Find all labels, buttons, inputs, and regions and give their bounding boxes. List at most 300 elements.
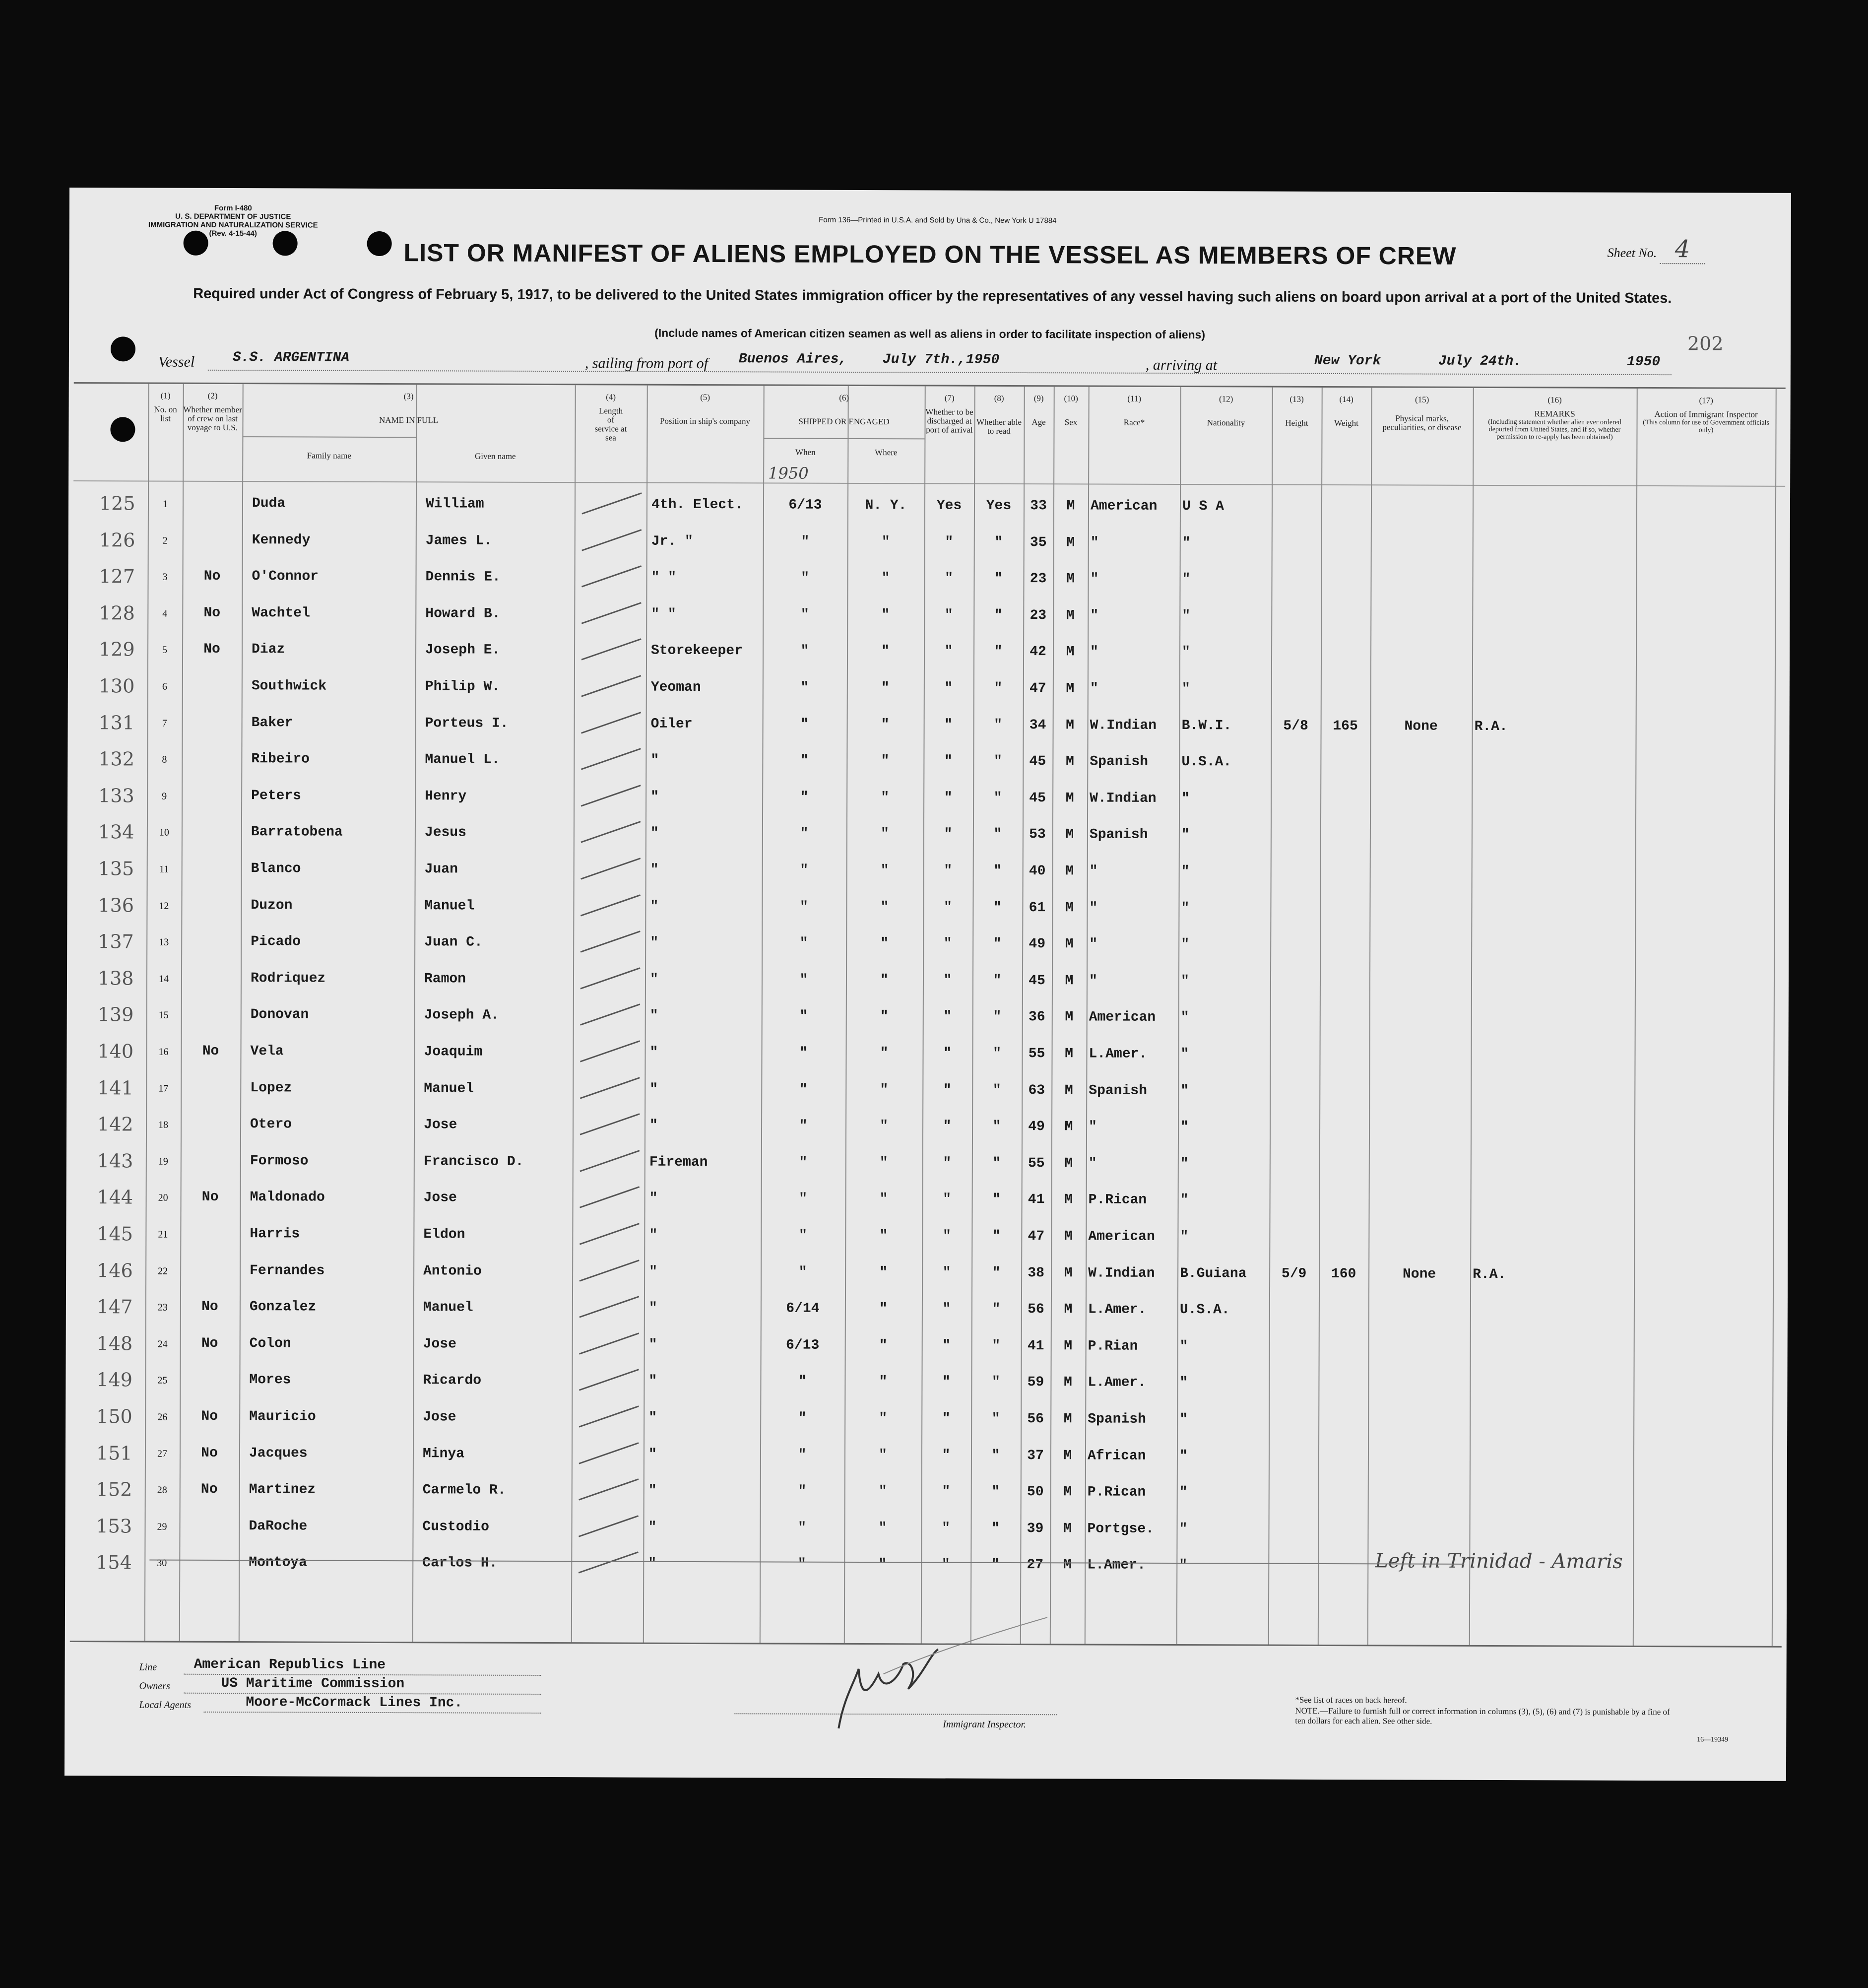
table-row xyxy=(67,821,1789,849)
cell-read: " xyxy=(993,790,1002,806)
cell-age: 23 xyxy=(1030,607,1047,623)
cell-no: 17 xyxy=(158,1083,169,1094)
cell-given: Manuel xyxy=(423,1300,473,1316)
cell-nat: " xyxy=(1180,1083,1189,1099)
cell-no: 29 xyxy=(157,1521,167,1532)
cell-where: " xyxy=(879,1411,888,1427)
cell-when: " xyxy=(798,1228,807,1244)
cell-read: " xyxy=(994,644,1003,660)
cell-when: " xyxy=(800,753,809,769)
cell-read: " xyxy=(993,827,1002,843)
cell-age: 23 xyxy=(1030,571,1047,587)
manifest-sheet xyxy=(64,188,1791,1781)
cell-nat: " xyxy=(1180,1156,1189,1172)
cell-no: 18 xyxy=(158,1119,169,1130)
cell-family: Picado xyxy=(251,934,301,950)
cell-position: Yeoman xyxy=(650,679,701,696)
cell-when: " xyxy=(799,1082,808,1098)
cell-race: African xyxy=(1087,1448,1146,1464)
cell-disch: " xyxy=(944,680,953,696)
cell-when: " xyxy=(799,972,808,988)
cell-disch: " xyxy=(943,973,952,989)
cell-disch: " xyxy=(943,1046,952,1061)
cell-age: 45 xyxy=(1029,790,1046,806)
manifest-line-number: 127 xyxy=(99,565,135,588)
cell-position: " xyxy=(649,1227,658,1243)
cell-when: " xyxy=(799,899,808,915)
cell-sex: M xyxy=(1065,754,1074,770)
cell-when: " xyxy=(797,1557,806,1573)
cell-position: " xyxy=(650,899,659,915)
cell-when: " xyxy=(799,935,808,951)
cell-given: William xyxy=(425,496,484,512)
cell-where: " xyxy=(880,826,889,842)
revision: (Rev. 4-15-44) xyxy=(209,229,257,238)
cell-race: W.Indian xyxy=(1090,791,1157,806)
cell-where: " xyxy=(880,936,889,952)
punch-hole xyxy=(110,417,135,442)
cell-nat: " xyxy=(1182,572,1191,588)
col-8-header: (8) Whether able to read xyxy=(976,393,1022,436)
cell-position: " xyxy=(648,1410,657,1426)
cell-sex: M xyxy=(1065,900,1074,916)
cell-given: Manuel L. xyxy=(425,752,500,768)
cell-disch: " xyxy=(942,1521,950,1536)
cell-race: Spanish xyxy=(1090,754,1149,770)
cell-age: 41 xyxy=(1027,1338,1044,1354)
cell-family: Wachtel xyxy=(252,605,310,621)
cell-family: Diaz xyxy=(252,642,285,658)
cell-disch: " xyxy=(943,1119,952,1134)
cell-nat: " xyxy=(1181,681,1190,697)
cell-given: Jesus xyxy=(424,825,466,841)
cell-where: " xyxy=(880,1082,889,1098)
service-tick-mark xyxy=(576,964,645,994)
cell-marks: None xyxy=(1404,719,1438,734)
service-tick-mark xyxy=(577,635,646,665)
cell-family: Fernandes xyxy=(250,1262,325,1279)
cell-sex: M xyxy=(1065,1009,1074,1025)
service-tick-mark xyxy=(574,1548,643,1578)
cell-remarks xyxy=(1473,1303,1634,1304)
manifest-line-number: 151 xyxy=(96,1442,132,1464)
cell-remarks xyxy=(1472,1376,1633,1377)
cell-position: " xyxy=(649,1008,658,1024)
cell-age: 63 xyxy=(1028,1082,1045,1098)
cell-position: Fireman xyxy=(649,1154,708,1170)
cell-race: " xyxy=(1089,973,1097,989)
sheet-label: Sheet No. xyxy=(1607,245,1657,261)
cell-position: " xyxy=(649,1191,658,1207)
cell-race: " xyxy=(1089,1119,1097,1135)
cell-race: " xyxy=(1090,681,1098,697)
cell-sex: M xyxy=(1064,1338,1073,1354)
cell-family: Baker xyxy=(251,715,293,731)
cell-race: Spanish xyxy=(1089,827,1148,843)
cell-age: 35 xyxy=(1030,534,1047,550)
cell-given: Juan xyxy=(424,861,458,877)
cell-where: " xyxy=(879,1228,888,1244)
cell-no: 20 xyxy=(158,1192,168,1204)
cell-sex: M xyxy=(1064,1156,1073,1172)
cell-read: " xyxy=(992,1192,1001,1208)
cell-family: Jacques xyxy=(249,1445,308,1461)
col-10-header: (10) Sex xyxy=(1064,394,1078,427)
cell-race: P.Rican xyxy=(1088,1192,1147,1208)
cell-age: 53 xyxy=(1029,827,1046,843)
service-tick-mark xyxy=(575,1110,644,1139)
cell-age: 49 xyxy=(1028,1119,1045,1135)
cell-read: " xyxy=(992,1082,1001,1098)
cell-marks xyxy=(1368,1485,1470,1486)
cell-read: Yes xyxy=(986,498,1012,514)
cell-marks xyxy=(1369,1047,1471,1048)
sailing-label: , sailing from port of xyxy=(584,355,709,372)
cell-prev: No xyxy=(201,1299,218,1315)
to-port: New York xyxy=(1314,353,1381,369)
cell-family: Kennedy xyxy=(252,532,311,548)
cell-age: 45 xyxy=(1029,973,1045,989)
col-9-header: (9) Age xyxy=(1031,394,1046,427)
cell-when: " xyxy=(800,607,809,623)
cell-no: 8 xyxy=(162,754,167,765)
manifest-line-number: 154 xyxy=(96,1551,132,1574)
table-row xyxy=(68,492,1790,521)
cell-no: 9 xyxy=(162,791,167,802)
cell-sex: M xyxy=(1066,717,1075,733)
service-tick-mark xyxy=(577,489,646,519)
col-17-header: (17) Action of Immigrant Inspector (This column for use of Government officials only) xyxy=(1643,396,1769,434)
cell-position: " " xyxy=(651,570,677,586)
cell-disch: " xyxy=(943,1082,952,1098)
cell-no: 27 xyxy=(157,1448,168,1459)
inspector-label: Immigrant Inspector. xyxy=(943,1719,1027,1730)
cell-marks xyxy=(1368,1412,1470,1413)
cell-no: 22 xyxy=(158,1265,168,1277)
cell-where: " xyxy=(881,717,890,732)
cell-given: Carlos H. xyxy=(422,1555,498,1572)
cell-sex: M xyxy=(1064,1302,1073,1318)
cell-position: Storekeeper xyxy=(651,643,743,659)
cell-when: " xyxy=(799,1192,808,1207)
service-tick-mark xyxy=(575,1292,644,1322)
cell-age: 49 xyxy=(1029,936,1046,952)
cell-when: " xyxy=(798,1264,807,1280)
cell-marks xyxy=(1369,937,1471,938)
cell-age: 27 xyxy=(1027,1557,1044,1573)
cell-where: " xyxy=(879,1447,887,1463)
service-name: IMMIGRATION AND NATURALIZATION SERVICE xyxy=(148,220,318,230)
cell-remarks xyxy=(1474,828,1635,829)
year: 1950 xyxy=(1626,354,1661,370)
cell-marks xyxy=(1368,1449,1470,1450)
cell-disch: " xyxy=(945,571,953,587)
cell-age: 47 xyxy=(1028,1229,1045,1245)
table-row xyxy=(66,1332,1788,1361)
cell-nat: " xyxy=(1179,1558,1188,1574)
cell-disch: " xyxy=(942,1301,951,1317)
table-row xyxy=(66,1149,1788,1178)
cell-race: W.Indian xyxy=(1090,718,1157,733)
cell-age: 42 xyxy=(1030,644,1046,660)
table-row xyxy=(66,1076,1788,1105)
table-row xyxy=(68,529,1790,557)
table-row xyxy=(66,1040,1788,1068)
cell-remarks xyxy=(1474,901,1635,902)
cell-sex: M xyxy=(1065,863,1074,879)
cell-disch: " xyxy=(942,1411,951,1427)
col-11-header: (11) Race* xyxy=(1123,394,1145,427)
manifest-line-number: 145 xyxy=(97,1223,133,1245)
cell-race: American xyxy=(1089,1009,1156,1026)
cell-race: L.Amer. xyxy=(1088,1375,1147,1391)
table-row xyxy=(68,638,1790,666)
cell-prev: No xyxy=(203,642,220,658)
cell-sex: M xyxy=(1064,1192,1073,1208)
cell-read: " xyxy=(992,1302,1001,1318)
manifest-line-number: 140 xyxy=(97,1040,134,1062)
cell-given: Ricardo xyxy=(423,1373,482,1389)
cell-no: 1 xyxy=(162,498,168,510)
manifest-line-number: 134 xyxy=(98,821,134,843)
cell-nat: B.Guiana xyxy=(1180,1265,1247,1282)
cell-given: Henry xyxy=(425,789,467,804)
agents-label: Local Agents xyxy=(139,1699,192,1711)
cell-remarks xyxy=(1472,1449,1633,1450)
cell-no: 12 xyxy=(159,900,169,912)
cell-where: " xyxy=(879,1301,888,1317)
cell-disch: " xyxy=(944,826,953,842)
cell-given: Jose xyxy=(424,1117,457,1133)
cell-read: " xyxy=(994,680,1003,696)
cell-sex: M xyxy=(1063,1411,1072,1427)
manifest-line-number: 131 xyxy=(98,711,135,734)
include-note: (Include names of American citizen seamen as well as aliens in order to facilitate inspection of aliens) xyxy=(654,326,1206,341)
manifest-line-number: 133 xyxy=(98,784,134,807)
cell-position: " xyxy=(650,789,659,805)
service-tick-mark xyxy=(577,526,646,555)
cell-weight: 165 xyxy=(1333,718,1358,734)
cell-read: " xyxy=(994,571,1003,587)
manifest-line-number: 146 xyxy=(97,1259,133,1282)
cell-given: Minya xyxy=(422,1446,465,1462)
cell-race: W.Indian xyxy=(1088,1265,1155,1281)
cell-when: " xyxy=(798,1520,806,1536)
cell-age: 37 xyxy=(1027,1448,1044,1463)
cell-position: " xyxy=(648,1337,657,1353)
cell-prev: No xyxy=(201,1335,218,1351)
cell-position: " xyxy=(650,752,659,768)
cell-sex: M xyxy=(1066,644,1075,660)
cell-where: " xyxy=(878,1484,887,1500)
manifest-line-number: 141 xyxy=(97,1076,133,1099)
cell-given: Howard B. xyxy=(425,606,501,622)
cell-race: Portgse. xyxy=(1087,1521,1154,1537)
cell-nat: " xyxy=(1179,1448,1188,1464)
service-tick-mark xyxy=(575,1329,644,1359)
cell-race: L.Amer. xyxy=(1089,1046,1148,1062)
manifest-line-number: 144 xyxy=(97,1186,133,1208)
cell-when: " xyxy=(798,1483,807,1499)
cell-prev: No xyxy=(201,1445,218,1461)
cell-age: 33 xyxy=(1030,498,1047,514)
cell-nat: " xyxy=(1182,645,1190,661)
cell-sex: M xyxy=(1065,973,1074,989)
cell-when: " xyxy=(800,717,809,732)
table-row xyxy=(67,748,1789,776)
cell-when: " xyxy=(798,1374,807,1390)
cell-no: 7 xyxy=(162,718,167,729)
cell-where: " xyxy=(880,972,889,988)
arriving-label: , arriving at xyxy=(1145,356,1218,374)
cell-remarks xyxy=(1474,755,1635,756)
cell-remarks: Left in Trinidad - Amaris xyxy=(1375,1549,1623,1574)
cell-family: Southwick xyxy=(251,678,327,694)
manifest-line-number: 135 xyxy=(98,858,134,880)
vessel-name: S.S. ARGENTINA xyxy=(232,350,350,366)
cell-given: Porteus I. xyxy=(425,715,509,731)
cell-given: Juan C. xyxy=(424,934,483,950)
cell-family: Ribeiro xyxy=(251,751,310,767)
cell-nat: " xyxy=(1179,1375,1188,1391)
cell-where: N. Y. xyxy=(865,498,907,514)
cell-given: Eldon xyxy=(423,1227,465,1243)
cell-nat: " xyxy=(1181,791,1190,806)
cell-race: " xyxy=(1090,644,1098,660)
cell-where: " xyxy=(880,899,889,915)
cell-when: " xyxy=(799,1155,808,1171)
cell-height: 5/9 xyxy=(1281,1266,1307,1282)
manifest-line-number: 148 xyxy=(96,1332,133,1355)
cell-read: " xyxy=(993,754,1002,770)
cell-age: 56 xyxy=(1028,1302,1044,1318)
cell-when: " xyxy=(800,680,809,696)
cell-sex: M xyxy=(1064,1229,1073,1245)
service-tick-mark xyxy=(576,1000,645,1030)
cell-where: " xyxy=(881,753,890,769)
cell-family: Rodriquez xyxy=(250,970,326,987)
service-tick-mark xyxy=(576,854,645,884)
cell-race: P.Rian xyxy=(1088,1338,1138,1354)
cell-when: 6/13 xyxy=(788,497,822,513)
cell-age: 50 xyxy=(1027,1484,1044,1500)
cell-family: Peters xyxy=(251,788,302,804)
cell-given: Francisco D. xyxy=(423,1154,524,1170)
cell-remarks: R.A. xyxy=(1473,1266,1506,1282)
manifest-line-number: 126 xyxy=(99,529,135,551)
cell-marks: None xyxy=(1402,1266,1436,1282)
cell-disch: " xyxy=(943,1009,952,1025)
cell-age: 47 xyxy=(1029,681,1046,697)
cell-marks xyxy=(1370,828,1472,829)
cell-nat: U S A xyxy=(1182,499,1224,515)
cell-given: Custodio xyxy=(422,1519,489,1535)
cell-where: " xyxy=(881,680,890,696)
cell-given: Manuel xyxy=(424,898,475,914)
cell-prev: No xyxy=(203,569,221,585)
manifest-line-number: 147 xyxy=(96,1296,133,1318)
cell-read: " xyxy=(991,1411,1000,1427)
table-row xyxy=(65,1442,1787,1470)
cell-given: Jose xyxy=(423,1409,456,1425)
cell-position: " xyxy=(648,1483,657,1499)
service-tick-mark xyxy=(577,562,646,592)
col-6-header: (6) SHIPPED OR ENGAGED xyxy=(798,393,890,427)
cell-sex: M xyxy=(1065,791,1074,806)
races-note: *See list of races on back hereof. xyxy=(1295,1695,1407,1705)
cell-when: " xyxy=(800,644,809,660)
manifest-line-number: 132 xyxy=(98,748,134,770)
table-row xyxy=(66,1296,1788,1324)
cell-nat: " xyxy=(1182,535,1191,551)
manifest-subtitle: Required under Act of Congress of February 5, 1917, to be delivered to the United States immigration officer by the representatives of any vessel having such aliens on board upon arrival at a port of the United States. xyxy=(193,285,1672,307)
cell-prev: No xyxy=(201,1190,219,1205)
service-tick-mark xyxy=(574,1439,644,1468)
cell-no: 4 xyxy=(162,608,168,619)
cell-family: O'Connor xyxy=(252,569,319,585)
cell-sex: M xyxy=(1066,498,1075,514)
cell-when: 6/13 xyxy=(786,1337,820,1353)
cell-no: 10 xyxy=(159,827,169,839)
cell-position: " xyxy=(649,1264,658,1280)
service-tick-mark xyxy=(577,598,646,628)
from-date: July 7th.,1950 xyxy=(882,352,1000,368)
cell-read: " xyxy=(991,1521,1000,1536)
cell-family: Duda xyxy=(252,496,286,512)
cell-sex: M xyxy=(1066,681,1075,697)
manifest-line-number: 129 xyxy=(99,638,135,661)
cell-race: P.Rican xyxy=(1087,1484,1146,1501)
cell-read: " xyxy=(993,1046,1001,1061)
cell-no: 25 xyxy=(157,1375,168,1387)
cell-marks xyxy=(1368,1339,1470,1340)
table-row xyxy=(67,858,1789,886)
cell-family: Blanco xyxy=(251,861,301,877)
table-row xyxy=(66,1186,1788,1214)
cell-age: 39 xyxy=(1027,1521,1044,1536)
cell-position: " xyxy=(650,862,659,878)
manifest-line-number: 149 xyxy=(96,1369,133,1391)
cell-nat: " xyxy=(1181,827,1190,843)
cell-given: Manuel xyxy=(424,1080,474,1097)
cell-remarks: R.A. xyxy=(1474,719,1508,734)
cell-read: " xyxy=(991,1484,1000,1500)
table-row xyxy=(66,1113,1788,1141)
table-row xyxy=(67,784,1789,813)
cell-family: Mauricio xyxy=(249,1409,316,1425)
penalty-note: NOTE.—Failure to furnish full or correct information in columns (3), (5), (6) and (7) is punishable by a fine of ten dollars for each alien. See other side. xyxy=(1295,1706,1670,1726)
cell-marks xyxy=(1371,499,1473,500)
cell-position: " xyxy=(649,1045,658,1060)
cell-where: " xyxy=(878,1557,887,1573)
manifest-line-number: 139 xyxy=(97,1003,134,1026)
col-16-header: (16) REMARKS (Including statement whether alien ever ordered deported from United States, and if so, whether permission to re-apply has been obtained) xyxy=(1488,395,1621,441)
table-row xyxy=(65,1515,1787,1543)
cell-no: 19 xyxy=(158,1156,168,1167)
cell-age: 45 xyxy=(1029,754,1046,770)
cell-read: " xyxy=(994,534,1003,550)
service-tick-mark xyxy=(574,1402,644,1432)
cell-when: " xyxy=(801,534,810,550)
service-tick-mark xyxy=(574,1475,644,1505)
col-5-header: (5) Position in ship's company xyxy=(659,392,751,426)
owners-name: US Maritime Commission xyxy=(221,1675,405,1692)
cell-no: 28 xyxy=(157,1484,167,1496)
cell-position: " xyxy=(648,1556,657,1572)
cell-no: 30 xyxy=(157,1557,167,1569)
col-7-header: (7) Whether to be discharged at port of arrival xyxy=(925,393,973,435)
cell-nat: " xyxy=(1180,1120,1189,1135)
